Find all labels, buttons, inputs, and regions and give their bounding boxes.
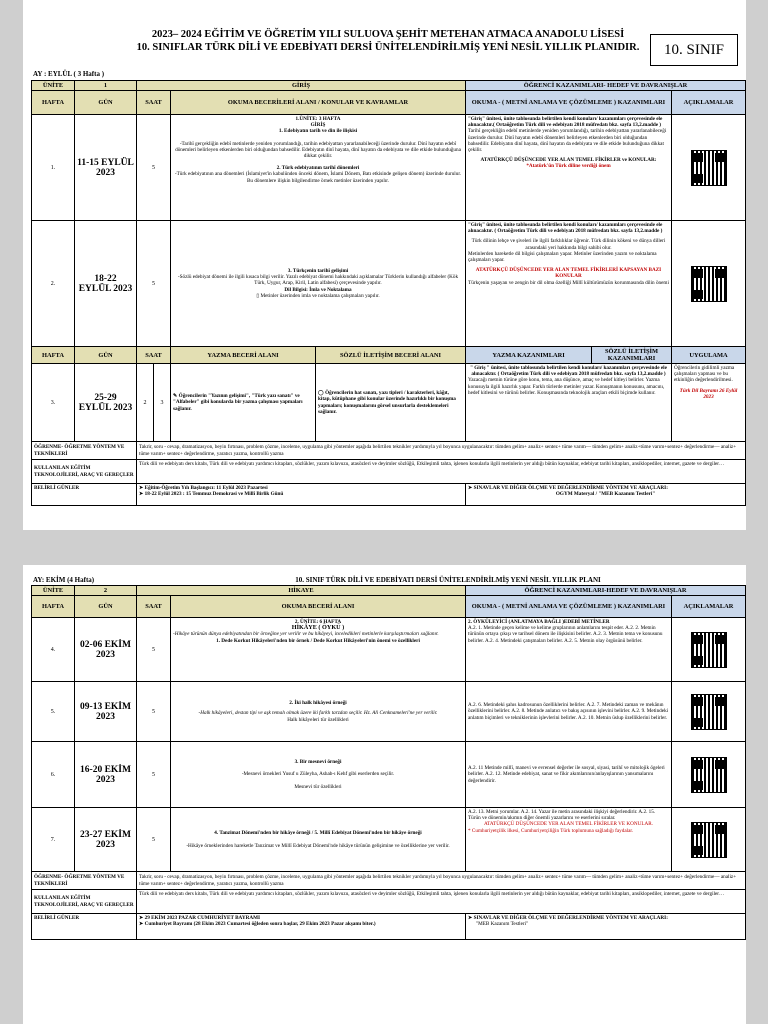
gunler-list: ➤ Eğitim-Öğretim Yılı Başlangıcı: 11 Eylül 2023 Pazartesi ➤ 18-22 Eylül 2023 : 15 Temmuz Demokrasi ve Millî Birlik Günü: [137, 484, 466, 506]
okuma-cell: A.2. 6. Metindeki şahıs kadrosunun özelliklerini belirler. A.2. 7. Metindeki zaman ve mekânın özelliklerini belirler. A.2. 8. Metinde anlatıcı ve bakış açısının işlevini belirler. A.2. 9. Metindeki anlatım biçimleri ve tekniklerinin işlevlerini belirler. A.2. 10. Metnin üslup özelliklerini belirler.: [466, 682, 672, 742]
konu-cell: [171, 221, 466, 347]
saat-cell: 5: [137, 115, 171, 221]
konu-paragraph: -Hikâye örneklerinden hareketle Tanzimat ve Millî Edebiyat Dönemi'nde hikâye türünün gelişimine ve özelliklerine yer verilir.: [186, 842, 450, 849]
okuma-intro: "Giriş" ünitesi, ünite tablosunda belirtilen kendi konuları/ kazanımları çerçevesinde ele alınacaktır. ( Ortaöğretim Türk dili ve edebiyatı 2018 müfredatı bkz. sayfa 13,2.madde ): [468, 222, 663, 235]
document-icon: ▯: [256, 292, 261, 299]
okuma-heading: 2. ÖYKÜLEYİCİ (ANLATMAYA BAĞLI )EDEBİ METİNLER: [468, 619, 610, 625]
col-saat: SAAT: [137, 596, 171, 618]
sinav-title: SINAVLAR VE DİĞER ÖLÇME VE DEĞERLENDİRME YÖNTEM VE ARAÇLARI:: [473, 915, 668, 921]
month-label: AY: EKİM (4 Hafta): [33, 576, 95, 584]
col-hafta: HAFTA: [32, 347, 75, 364]
gunler-list: ➤ 29 EKİM 2023 PAZAR CUMHURİYET BAYRAMI ➤ Cumhuriyet Bayramı (28 Ekim 2023 Cumartesi öğleden sonra başlar, 29 Ekim 2023 Pazar akşamı biter.): [137, 914, 466, 940]
konu-paragraph: Mesnevi tür özellikleri: [294, 783, 342, 790]
uygulama-cell: [672, 364, 746, 442]
ataturk-heading: ATATÜRKÇÜ DÜŞÜNCEDE YER ALAN TEMEL FİKİRLERİ KAPSAYAN BAZI KONULAR: [475, 267, 662, 280]
gunler-item: Eğitim-Öğretim Yılı Başlangıcı: 11 Eylül 2023 Pazartesi: [144, 485, 268, 491]
konu-cell: [171, 682, 466, 742]
yontem-row: [32, 442, 746, 460]
konu-subtitle: GİRİŞ: [310, 122, 326, 129]
plan-page-1: [23, 0, 746, 530]
konu-heading: 4. Tanzimat Dönemi'nden bir hikâye örneği / 5. Millî Edebiyat Dönemi'nden bir hikâye örneği: [214, 830, 422, 837]
ataturk-heading: ATATÜRKÇÜ DÜŞÜNCEDE YER ALAN TEMEL FİKİRLER VE KONULAR.: [483, 821, 654, 828]
gun-cell: 09-13 EKİM 2023: [75, 682, 137, 742]
okuma-cell: [466, 115, 672, 221]
pen-icon: ✎: [173, 393, 179, 400]
unite-no: 2: [75, 586, 137, 596]
konu-paragraph: -Halk hikâyeleri, destan tipi ve aşk temalı olmak üzere iki farklı tarzdan seçilir. Hz. Ali Cenknameleri'ne yer verilir.: [198, 710, 438, 717]
aciklama-cell: [672, 115, 746, 221]
table-row: [32, 115, 746, 221]
okuma-paragraph: Türk dilinin lehçe ve şiveleri ile ilgili farklılıklar öğrenir. Türk dilinin kökeni ve dünya dilleri arasındaki yeri hakkında bilgi sahibi olur.: [471, 238, 666, 251]
gunler-item: Cumhuriyet Bayramı (28 Ekim 2023 Cumartesi öğleden sonra başlar, 29 Ekim 2023 Pazar akşamı biter.): [144, 921, 376, 928]
sozlu-text: Öğrencilerin hat sanatı, yazı tipleri / karakterleri, kâğıt, kitap, kütüphane gibi konular üzerinde hazırlıklı bir konuşma yapmaları; konuşmalarını görsel unsurlarla desteklemeleri sağlanır.: [318, 390, 456, 415]
col-okuma: OKUMA - ( METNİ ANLAMA VE ÇÖZÜMLEME ) KAZANIMLARI: [466, 596, 672, 618]
arac-row: [32, 460, 746, 484]
konu-paragraph: -Hikâye türünün dünya edebiyatından bir örneğine yer verilir ve bu hikâyeyi, inceledikleri metinlerle karşılaştırmaları sağlanır.: [173, 631, 439, 638]
saat-cell: 5: [137, 682, 171, 742]
okuma-paragraph: Metinlerden hareketle dil bilgisi çalışmaları yapar. Metinler üzerinden yazım ve noktalama çalışmaları yapar.: [468, 250, 657, 264]
aciklama-cell: [672, 618, 746, 682]
sinav-text: OGYM Materyal / "MEB Kazanım Testleri": [555, 491, 656, 498]
qr-code-icon[interactable]: [691, 694, 727, 730]
col-konu: OKUMA BECERİ ALANI: [171, 596, 466, 618]
table-row: [32, 682, 746, 742]
ataturk-heading: ATATÜRKÇÜ DÜŞÜNCEDE YER ALAN TEMEL FİKİRLER ve KONULAR:: [480, 157, 657, 164]
konu-subtitle: HİKÂYE ( ÖYKÜ ): [291, 624, 345, 632]
saat-cell: 5: [137, 618, 171, 682]
gun-cell: 25-29 EYLÜL 2023: [75, 364, 137, 442]
yontem-text: Takrir, soru - cevap, dramatizasyon, beyin fırtınası, problem çözme, inceleme, uygulama gibi yöntemler aşağıda belirtilen teknikler yardımıyla yıl boyunca uygulanacaktır: tümden gelim+ analiz+ sentez+ tüme varım— tümden gelim+ analiz+tüme varım+sentez+ değerlendirme— analiz+ tüme varım+ sentez+ değerlendirme, yaratıcı yazma, kontrollü yazma: [137, 442, 746, 460]
okuma-cell: [466, 221, 672, 347]
month-label: AY : EYLÜL ( 3 Hafta ): [33, 70, 105, 78]
arac-label: KULLANILAN EĞİTİM TEKNOLOJİLERİ, ARAÇ VE GEREÇLER: [32, 890, 137, 914]
unite-name: HİKAYE: [137, 586, 466, 596]
okuma-cell: [466, 618, 672, 682]
sinif-box: 10. SINIF: [650, 34, 738, 66]
konu-heading: 3. Bir mesnevi örneği: [294, 759, 342, 766]
konu-title: 2. ÜNİTE: 6 HAFTA: [294, 619, 342, 625]
unite-name: GİRİŞ: [137, 81, 466, 91]
gun-cell: 02-06 EKİM 2023: [75, 618, 137, 682]
gunler-label: BELİRLİ GÜNLER: [32, 484, 137, 506]
gun-cell: 18-22 EYLÜL 2023: [75, 221, 137, 347]
qr-code-icon[interactable]: [691, 757, 727, 793]
okuma-paragraph: A.2. 13. Metni yorumlar. A.2. 14. Yazar ile metin arasındaki ilişkiyi değerlendirir. A.2. 15. Türün ve dönemin/akımın diğer önemli yazarlarını ve eserlerini sıralar.: [468, 809, 656, 822]
kazanim-header: ÖĞRENCİ KAZANIMLARI- HEDEF VE DAVRANIŞLAR: [466, 81, 746, 91]
kazanim-header: ÖĞRENCİ KAZANIMLARI-HEDEF VE DAVRANIŞLAR: [466, 586, 746, 596]
kazanim-paragraph: Yazacağı metnin türüne göre konu, tema, ana düşünce, amaç ve hedef kitleyi belirler. Yazma konusuyla ilgili hazırlık yapar. Farklı türlerde metinler yazar. Konuşmanın konusunu, amacını, hedef kitlesini ve türünü belirler. Konuşmasında teknolojik araçları etkili biçimde kullanır.: [468, 377, 665, 396]
okuma-cell: A.2. 11 Metinde millî, manevi ve evrensel değerler ile sosyal, siyasi, tarihî ve mitolojik ögeleri belirler. A.2. 12. Metinde edebiyat, sanat ve fikir akımlarının/anlayışlarının yansımalarını değerlendirir.: [466, 742, 672, 808]
page1-header: [23, 18, 746, 70]
gunler-item: 29 EKİM 2023 PAZAR CUMHURİYET BAYRAMI: [144, 915, 260, 921]
konu-cell: [171, 115, 466, 221]
col-sozlu-kazanim: SÖZLÜ İLETİŞİM KAZANIMLARI: [592, 347, 672, 364]
col-okuma: OKUMA - ( METNİ ANLAMA VE ÇÖZÜMLEME ) KAZANIMLARI: [466, 91, 672, 115]
qr-code-icon[interactable]: [691, 822, 727, 858]
gun-cell: 16-20 EKİM 2023: [75, 742, 137, 808]
okuma-paragraph: Türkçenin yaşayan ve zengin bir dil olma özelliği Millî kültürümüzün korunmasında dilin önemi: [468, 279, 669, 286]
col-sozlu: SÖZLÜ İLETİŞİM BECERİ ALANI: [316, 347, 466, 364]
arac-text: Türk dili ve edebiyatı ders kitabı, Türk dili ve edebiyatı yardımcı kitapları, sözlükler, yazım kılavuzu, atasözleri ve deyimler sözlüğü, Etkileşimli tahta, işlenen konularla ilgili metinlerin yer aldığı bütün kaynaklar, edebiyat tarihi kitapları, ansiklopediler, internet, gazete ve dergiler…: [137, 460, 746, 484]
col-hafta: HAFTA: [32, 91, 75, 115]
konu-cell: [171, 742, 466, 808]
table-row: [32, 618, 746, 682]
page1-title-line2: 10. SINIFLAR TÜRK DİLİ VE EDEBİYATI DERSİ ÜNİTELENDİRİLMİŞ YENİ NESİL YILLIK PLANIDIR.: [136, 42, 640, 53]
aciklama-cell: [672, 742, 746, 808]
saat-cell: 5: [137, 808, 171, 872]
page1-title-line1: 2023– 2024 EĞİTİM VE ÖĞRETİM YILI SULUOVA ŞEHİT METEHAN ATMACA ANADOLU LİSESİ: [151, 29, 625, 40]
gunler-row: [32, 484, 746, 506]
kazanim-cell: [466, 364, 672, 442]
gun-cell: 23-27 EKİM 2023: [75, 808, 137, 872]
hafta-cell: 7.: [32, 808, 75, 872]
konu-paragraph: -Türk edebiyatının ana dönemleri (İslamiyet'in kabulünden önceki dönem, İslami Dönem, Batı etkisinde gelişen dönem) üzerinde durulur. Bu dönemlere ilişkin bilgilendirme örnek metinler üzerinden yapılır.: [174, 171, 462, 184]
table-row: [32, 808, 746, 872]
konu-paragraph: -Tarihî gerçekliğin edebî metinlerde yeniden yorumlandığı, tarihin edebiyattan yararlanabileceği üzerinde durulur. Dinî hayatın edebî dönemleri belirleyen etkenlerden biri olduğundan bahsedilir. Edebiyatın dinî hayata, dinî hayatın da edebiyata ve dile etkide bulunduğuna dikkat çekilir.: [175, 140, 461, 160]
page1-title: [103, 28, 673, 54]
aciklama-cell: [672, 682, 746, 742]
kazanim-intro: " Giriş " ünitesi, ünite tablosunda belirtilen kendi konuları/ kazanımları çerçevesinde ele alınacaktır. ( Ortaöğretim Türk dili ve edebiyatı 2018 müfredatı bkz. sayfa 13,2.madde ): [470, 365, 667, 378]
hafta-cell: 2.: [32, 221, 75, 347]
konu-heading: 3. Türkçenin tarihî gelişimi: [287, 267, 349, 274]
konu-cell: [171, 618, 466, 682]
plan-table-1: [31, 80, 746, 506]
arac-text: Türk dili ve edebiyatı ders kitabı, Türk dili ve edebiyatı yardımcı kitapları, sözlükler, yazım kılavuzu, atasözleri ve deyimler sözlüğü, Etkileşimli tahta, işlenen konularla ilgili metinlerin yer aldığı bütün kaynaklar, edebiyat tarihi kitapları, ansiklopediler, internet, gazete ve dergiler…: [137, 890, 746, 914]
col-gun: GÜN: [75, 91, 137, 115]
konu-cell: [171, 808, 466, 872]
sozlu-cell: [316, 364, 466, 442]
hafta-cell: 5.: [32, 682, 75, 742]
col-yazma-kazanim: YAZMA KAZANIMLARI: [466, 347, 592, 364]
col-uygulama: UYGULAMA: [672, 347, 746, 364]
qr-code-icon[interactable]: [691, 266, 727, 302]
gunler-item: 18-22 Eylül 2023 : 15 Temmuz Demokrasi ve Millî Birlik Günü: [144, 491, 284, 498]
ataturk-item: *Atatürk'ün Türk diline verdiği önem: [526, 163, 611, 170]
konu-paragraph: Metinler üzerinden imla ve noktalama çalışmaları yapılır.: [260, 292, 380, 299]
yontem-label: ÖĞRENME- ÖĞRETME YÖNTEM VE TEKNİKLERİ: [32, 872, 137, 890]
col-gun: GÜN: [75, 596, 137, 618]
hafta-cell: 1.: [32, 115, 75, 221]
arac-row: [32, 890, 746, 914]
page2-title: 10. SINIF TÜRK DİLİ VE EDEBİYATI DERSİ ÜNİTELENDİRİLMİŞ YENİ NESİL YILLIK PLANI: [295, 576, 601, 584]
konu-heading: 2. İki halk hikâyesi örneği: [289, 700, 347, 707]
okuma-intro: "Giriş" ünitesi, ünite tablosunda belirtilen kendi konuları/ kazanımları çerçevesinde ele alınacaktır.( Ortaöğretim Türk dili ve edebiyatı 2018 müfredatı bkz. sayfa 13,2.madde ): [468, 116, 663, 129]
sinav-title: SINAVLAR VE DİĞER ÖLÇME VE DEĞERLENDİRME YÖNTEM VE ARAÇLARI:: [473, 485, 668, 491]
okuma-paragraph: Tarihî gerçekliğin edebî metinlerde yeniden yorumlandığı, tarihin edebiyattan yararlanabileceği üzerinde durulur. Dinî hayatın edebî dönemleri belirleyen etkenlerden biri olduğundan bahsedilir. Edebiyatın dinî hayata, dinî hayatın da edebiyata ve dile etkide bulunduğuna dikkat çekilir.: [468, 128, 667, 154]
col-hafta: HAFTA: [32, 596, 75, 618]
dil-bayrami-note: Türk Dil Bayramı 26 Eylül 2023: [679, 387, 738, 400]
table-row: [32, 364, 746, 442]
saat-cell: 5: [137, 221, 171, 347]
col-aciklama: AÇIKLAMALAR: [672, 596, 746, 618]
table-row: [32, 742, 746, 808]
sinav-cell: ➤ SINAVLAR VE DİĞER ÖLÇME VE DEĞERLENDİRME YÖNTEM VE ARAÇLARI: "MEB Kazanım Testleri": [466, 914, 746, 940]
gunler-row: [32, 914, 746, 940]
speech-icon: ◯: [318, 390, 326, 397]
plan-page-2: [23, 565, 746, 1024]
yazma-text: Öğrencilerin "Yazının gelişimi", "Türk yazı sanatı" ve "Alfabeler" gibi konularda bir yazma çalışması yapmaları sağlanır.: [173, 393, 303, 412]
hafta-cell: 6.: [32, 742, 75, 808]
yontem-label: ÖĞRENME- ÖĞRETME YÖNTEM VE TEKNİKLERİ: [32, 442, 137, 460]
aciklama-cell: [672, 221, 746, 347]
saat-cell: 5: [137, 742, 171, 808]
col-konu: OKUMA BECERİLERİ ALANI / KONULAR VE KAVRAMLAR: [171, 91, 466, 115]
hafta-cell: 4.: [32, 618, 75, 682]
konu-heading: 1. Dede Korkut Hikâyeleri'nden bir örnek / Dede Korkut Hikâyeleri'nin önemi ve özellikleri: [216, 637, 420, 644]
plan-table-2: [31, 585, 746, 940]
gunler-label: BELİRLİ GÜNLER: [32, 914, 137, 940]
konu-heading: 2. Türk edebiyatının tarihî dönemleri: [276, 165, 360, 172]
col-gun: GÜN: [75, 347, 137, 364]
sinav-text: "MEB Kazanım Testleri": [476, 921, 529, 928]
uygulama-text: Öğrencilerin gidilimli yazma çalışmaları yapması ve bu etkinliğin değerlendirilmesi.: [674, 365, 735, 384]
ataturk-item: * Cumhuriyetçilik ilkesi, Cumhuriyetçiliğin Türk toplumuna sağladığı faydalar.: [468, 827, 634, 834]
unite-no: 1: [75, 81, 137, 91]
col-saat: SAAT: [137, 347, 171, 364]
yontem-row: [32, 872, 746, 890]
konu-heading: 1. Edebiyatın tarih ve din ile ilişkisi: [278, 128, 358, 135]
col-yazma: YAZMA BECERİ ALANI: [171, 347, 316, 364]
saat-cell: 2: [137, 364, 154, 442]
unite-label: ÜNİTE: [32, 586, 75, 596]
col-saat: SAAT: [137, 91, 171, 115]
konu-paragraph: Halk hikâyeleri tür özellikleri: [287, 716, 349, 723]
qr-code-icon[interactable]: [691, 632, 727, 668]
okuma-cell: [466, 808, 672, 872]
konu-title: 1.ÜNİTE: 3 HAFTA: [295, 116, 341, 122]
yazma-cell: [171, 364, 316, 442]
gun-cell: 11-15 EYLÜL 2023: [75, 115, 137, 221]
saat-cell: 3: [154, 364, 171, 442]
konu-heading: Dil Bilgisi: İmla ve Noktalama: [284, 286, 352, 293]
okuma-paragraph: A.2. 1. Metinde geçen kelime ve kelime gruplarının anlamlarını tespit eder. A.2. 2. Metnin türünün ortaya çıkışı ve tarihsel dönem ile ilişkisini belirler. A.2. 3. Metnin tema ve konusunu belirler. A.2. 4. Metindeki çatışmaları belirler. A.2. 5. Metnin olay örgüsünü belirler.: [468, 625, 663, 644]
hafta-cell: 3.: [32, 364, 75, 442]
konu-paragraph: -Mesnevi örnekleri Yusuf u Züleyha, Ashab-ı Kehf gibi eserlerden seçilir.: [241, 771, 395, 778]
yontem-text: Takrir, soru - cevap, dramatizasyon, beyin fırtınası, problem çözme, inceleme, uygulama gibi yöntemler aşağıda belirtilen teknikler yardımıyla yıl boyunca uygulanacaktır: tümden gelim+ analiz+ sentez+ tüme varım— tümden gelim+ analiz+tüme varım+sentez+ değerlendirme— analiz+ tüme varım+ sentez+ değerlendirme, yaratıcı yazma, kontrollü yazma: [137, 872, 746, 890]
konu-paragraph: -Sözlü edebiyat dönemi ile ilgili kısaca bilgi verilir. Yazılı edebiyat dönemi hakkındaki açıklamalar Türklerin kullandığı alfabeler (Kök Türk, Uygur, Arap, Kiril, Latin alfabesi) çerçevesinde yapılır.: [177, 274, 459, 287]
qr-code-icon[interactable]: [691, 150, 727, 186]
unite-label: ÜNİTE: [32, 81, 75, 91]
table-row: [32, 221, 746, 347]
sinav-cell: ➤ SINAVLAR VE DİĞER ÖLÇME VE DEĞERLENDİRME YÖNTEM VE ARAÇLARI: OGYM Materyal / "MEB Kazanım Testleri": [466, 484, 746, 506]
col-aciklama: AÇIKLAMALAR: [672, 91, 746, 115]
arac-label: KULLANILAN EĞİTİM TEKNOLOJİLERİ, ARAÇ VE GEREÇLER: [32, 460, 137, 484]
aciklama-cell: [672, 808, 746, 872]
